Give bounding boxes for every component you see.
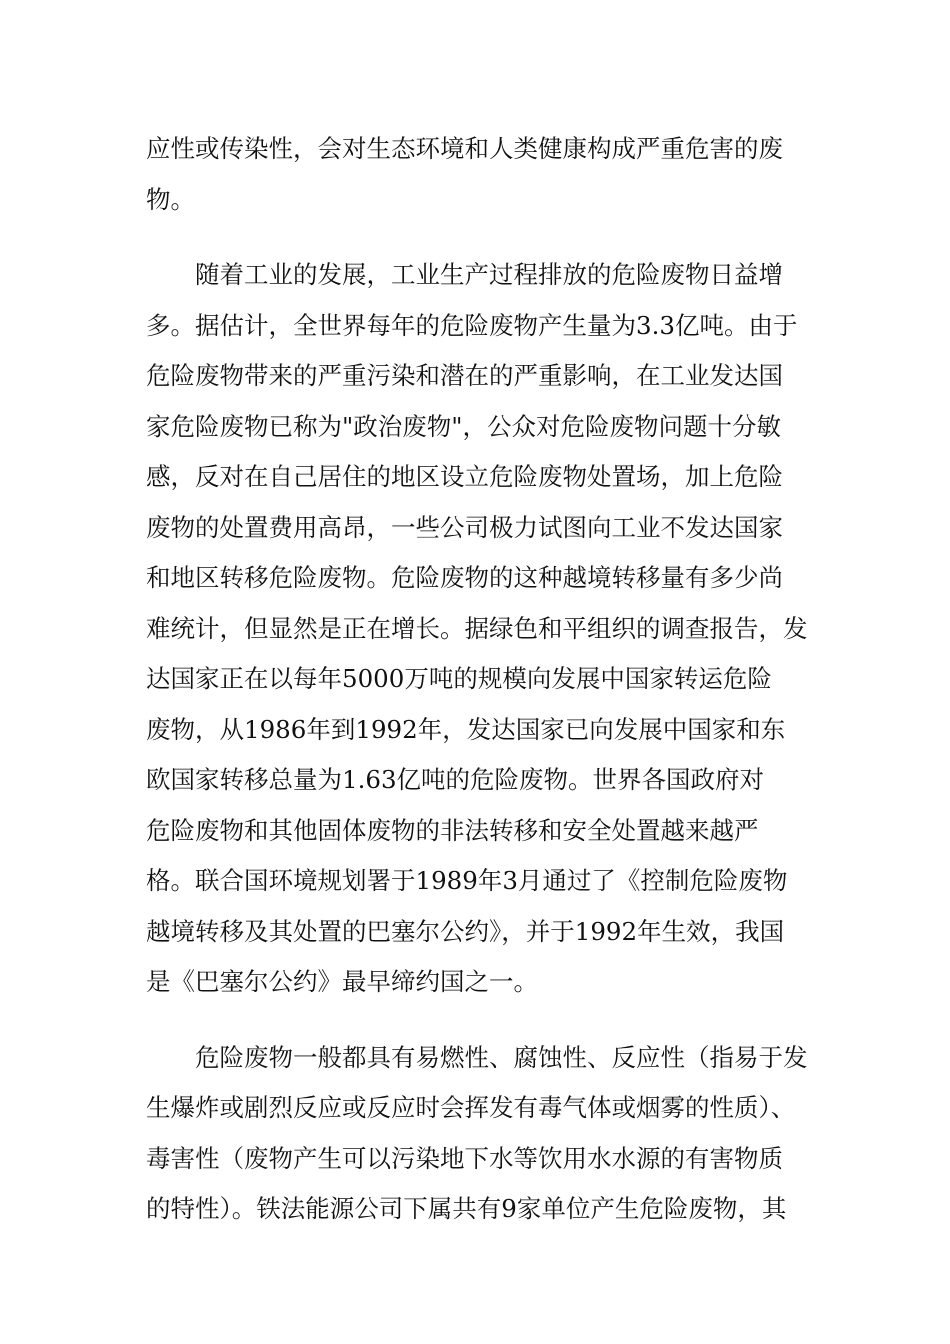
text-line: 感，反对在自己居住的地区设立危险废物处置场，加上危险: [146, 462, 783, 491]
paragraph-gap: [146, 1008, 808, 1033]
text-line: 越境转移及其处置的巴塞尔公约》，并于1992年生效，我国: [146, 916, 785, 946]
text-line: 欧国家转移总量为1.63亿吨的危险废物。世界各国政府对: [146, 765, 765, 794]
text-line: 难统计，但显然是正在增长。据绿色和平组织的调查报告，发: [146, 613, 808, 643]
text-line: 和地区转移危险废物。危险废物的这种越境转移量有多少尚: [146, 563, 783, 592]
paragraph-gap: [146, 225, 808, 250]
text-line: 的特性）。铁法能源公司下属共有9家单位产生危险废物，其: [146, 1194, 787, 1223]
text-line: 危险废物和其他固体废物的非法转移和安全处置越来越严: [146, 815, 759, 845]
paragraph-3: [146, 1033, 808, 1235]
paragraph-2: [146, 250, 808, 1008]
document-page: [146, 124, 808, 1235]
text-line: 随着工业的发展，工业生产过程排放的危险废物日益增: [195, 260, 783, 289]
text-line: 物。: [146, 184, 195, 214]
text-line: 生爆炸或剧烈反应或反应时会挥发有毒气体或烟雾的性质）、: [146, 1093, 796, 1122]
text-line: 废物的处置费用高昂，一些公司极力试图向工业不发达国家: [146, 512, 783, 542]
text-line: 达国家正在以每年5000万吨的规模向发展中国家转运危险: [146, 664, 772, 693]
text-line: 家危险废物已称为"政治废物"，公众对危险废物问题十分敏: [146, 411, 782, 441]
text-line: 废物，从1986年到1992年，发达国家已向发展中国家和东: [146, 714, 786, 744]
text-line: 多。据估计，全世界每年的危险废物产生量为3.3亿吨。由于: [146, 310, 798, 340]
paragraph-1: [146, 124, 808, 225]
text-line: 毒害性（废物产生可以污染地下水等饮用水水源的有害物质: [146, 1143, 783, 1173]
text-line: 危险废物带来的严重污染和潜在的严重影响，在工业发达国: [146, 361, 783, 390]
text-line: 应性或传染性，会对生态环境和人类健康构成严重危害的废: [146, 134, 783, 163]
text-line: 是《巴塞尔公约》最早缔约国之一。: [146, 967, 538, 996]
text-line: 格。联合国环境规划署于1989年3月通过了《控制危险废物: [146, 866, 788, 895]
text-line: 危险废物一般都具有易燃性、腐蚀性、反应性（指易于发: [195, 1042, 808, 1072]
